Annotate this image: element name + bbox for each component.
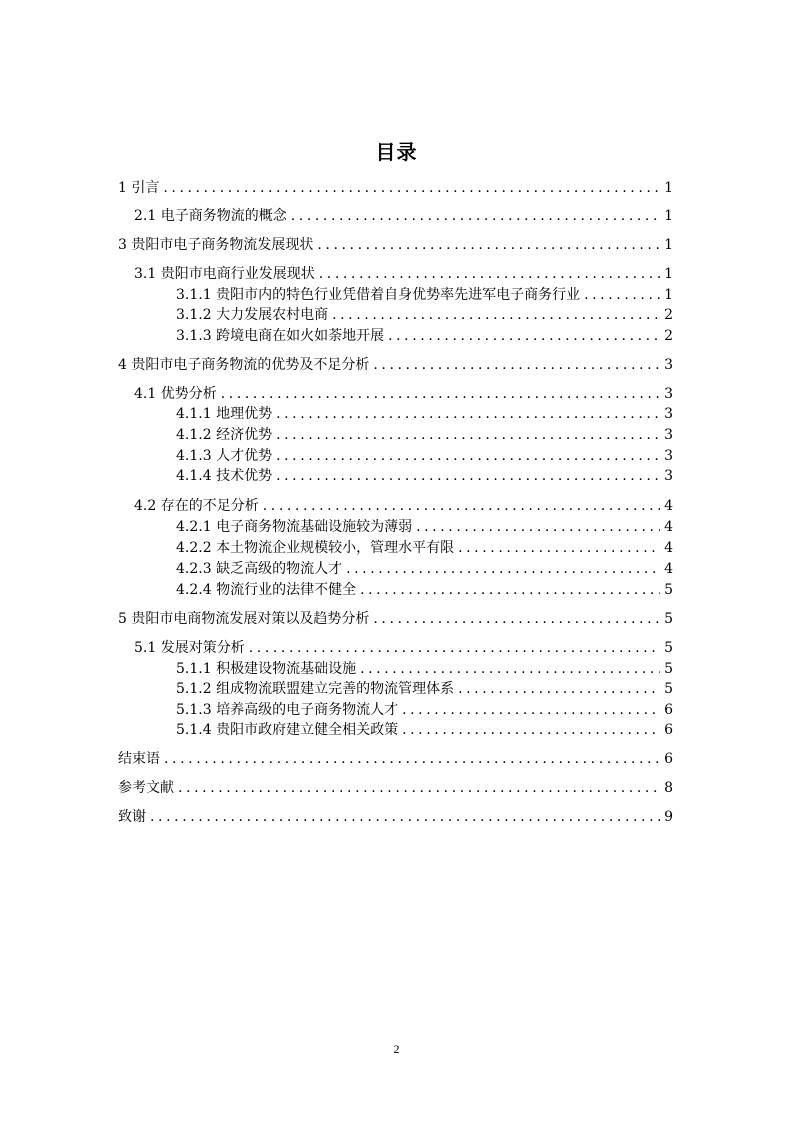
toc-entry[interactable]: [134, 206, 673, 226]
toc-leader-dots: [276, 466, 660, 486]
toc-entry-page: 5: [664, 681, 673, 697]
toc-entry[interactable]: [118, 609, 673, 629]
toc-entry[interactable]: [176, 559, 673, 579]
toc-entry-page: 6: [664, 751, 673, 767]
toc-leader-dots: [346, 559, 660, 579]
toc-entry-page: 4: [664, 498, 673, 514]
toc-entry-page: 6: [664, 702, 673, 718]
toc-entry-label: 3 贵阳市电子商务物流发展现状: [118, 237, 314, 253]
toc-leader-dots: [249, 638, 660, 658]
toc-leader-dots: [332, 305, 660, 325]
toc-entry-page: 5: [664, 661, 673, 677]
toc-entry[interactable]: [118, 355, 673, 375]
toc-entry-page: 8: [664, 780, 673, 796]
toc-leader-dots: [276, 404, 660, 424]
toc-entry-label: 参考文献: [118, 780, 174, 796]
toc-entry[interactable]: [176, 538, 673, 558]
toc-entry-label: 2.1 电子商务物流的概念: [134, 208, 287, 224]
toc-leader-dots: [373, 609, 660, 629]
toc-entry-page: 5: [664, 611, 673, 627]
toc-entry-label: 致谢: [118, 809, 146, 825]
toc-entry-page: 1: [664, 287, 673, 303]
toc-entry-page: 3: [664, 448, 673, 464]
toc-leader-dots: [416, 517, 660, 537]
toc-leader-dots: [402, 720, 660, 740]
toc-entry-label: 1 引言: [118, 180, 160, 196]
toc-entry-page: 1: [664, 180, 673, 196]
toc-entry-label: 5.1.3 培养高级的电子商务物流人才: [176, 702, 399, 718]
toc-leader-dots: [360, 659, 660, 679]
toc-entry[interactable]: [176, 404, 673, 424]
toc-entry-label: 4.2 存在的不足分析: [134, 498, 259, 514]
toc-entry-page: 3: [664, 406, 673, 422]
toc-leader-dots: [458, 679, 660, 699]
toc-entry-label: 4.1 优势分析: [134, 386, 217, 402]
toc-entry-page: 2: [664, 307, 673, 323]
toc-entry-page: 1: [664, 266, 673, 282]
toc-entry[interactable]: [118, 778, 673, 798]
toc-entry-label: 4.1.2 经济优势: [176, 427, 273, 443]
toc-entry[interactable]: [176, 285, 673, 305]
toc-entry[interactable]: [118, 749, 673, 769]
toc-leader-dots: [276, 425, 660, 445]
toc-entry[interactable]: [176, 517, 673, 537]
toc-entry-label: 4.2.3 缺乏高级的物流人才: [176, 561, 343, 577]
toc-entry[interactable]: [176, 446, 673, 466]
toc-entry-label: 3.1.3 跨境电商在如火如荼地开展: [176, 328, 385, 344]
toc-entry[interactable]: [134, 638, 673, 658]
toc-entry-label: 4.1.4 技术优势: [176, 468, 273, 484]
toc-entry-page: 1: [664, 208, 673, 224]
toc-entry-label: 5.1 发展对策分析: [134, 640, 245, 656]
toc-entry[interactable]: [134, 384, 673, 404]
toc-entry-label: 4 贵阳市电子商务物流的优势及不足分析: [118, 357, 370, 373]
toc-entry-label: 5.1.2 组成物流联盟建立完善的物流管理体系: [176, 681, 455, 697]
toc-entry[interactable]: [176, 425, 673, 445]
toc-leader-dots: [164, 749, 660, 769]
toc-leader-dots: [402, 700, 660, 720]
toc-entry-label: 结束语: [118, 751, 160, 767]
toc-entry[interactable]: [118, 235, 673, 255]
toc-leader-dots: [360, 580, 660, 600]
toc-entry-page: 3: [664, 357, 673, 373]
toc-entry[interactable]: [176, 700, 673, 720]
toc-entry-label: 3.1.2 大力发展农村电商: [176, 307, 329, 323]
toc-leader-dots: [221, 384, 660, 404]
toc-entry-page: 4: [664, 519, 673, 535]
toc-entry-page: 6: [664, 722, 673, 738]
toc-entry-page: 4: [664, 561, 673, 577]
toc-entry-label: 5.1.4 贵阳市政府建立健全相关政策: [176, 722, 399, 738]
toc-entry-label: 3.1.1 贵阳市内的特色行业凭借着自身优势率先进军电子商务行业: [176, 287, 581, 303]
toc-leader-dots: [388, 326, 660, 346]
toc-entry-page: 5: [664, 640, 673, 656]
toc-entry[interactable]: [176, 580, 673, 600]
toc-entry-page: 1: [664, 237, 673, 253]
toc-entry-label: 4.2.2 本土物流企业规模较小，管理水平有限: [176, 540, 455, 556]
toc-entry-page: 2: [664, 328, 673, 344]
toc-entry[interactable]: [134, 264, 673, 284]
toc-leader-dots: [276, 446, 660, 466]
page-number: 2: [393, 1042, 400, 1056]
toc-leader-dots: [373, 355, 660, 375]
toc-leader-dots: [263, 496, 660, 516]
toc-entry-page: 3: [664, 468, 673, 484]
toc-entry[interactable]: [176, 466, 673, 486]
toc-entry-page: 3: [664, 386, 673, 402]
toc-leader-dots: [458, 538, 660, 558]
toc-entry-page: 4: [664, 540, 673, 556]
toc-entry[interactable]: [176, 679, 673, 699]
toc-entry[interactable]: [176, 720, 673, 740]
toc-leader-dots: [163, 178, 660, 198]
toc-leader-dots: [150, 807, 660, 827]
toc-entry-page: 3: [664, 427, 673, 443]
toc-entry[interactable]: [176, 659, 673, 679]
toc-entry-label: 4.1.3 人才优势: [176, 448, 273, 464]
toc-entry[interactable]: [118, 807, 673, 827]
toc-entry-label: 5.1.1 积极建设物流基础设施: [176, 661, 357, 677]
toc-entry-label: 4.2.4 物流行业的法律不健全: [176, 582, 357, 598]
toc-title: 目录: [375, 140, 418, 164]
toc-entry[interactable]: [134, 496, 673, 516]
toc-entry[interactable]: [118, 178, 673, 198]
toc-entry-label: 4.2.1 电子商务物流基础设施较为薄弱: [176, 519, 413, 535]
toc-leader-dots: [178, 778, 660, 798]
toc-leader-dots: [317, 235, 660, 255]
toc-leader-dots: [319, 264, 660, 284]
toc-leader-dots: [584, 285, 660, 305]
toc-entry[interactable]: [176, 326, 673, 346]
toc-entry-label: 3.1 贵阳市电商行业发展现状: [134, 266, 315, 282]
toc-leader-dots: [291, 206, 660, 226]
toc-entry-page: 5: [664, 582, 673, 598]
toc-entry[interactable]: [176, 305, 673, 325]
toc-entry-label: 4.1.1 地理优势: [176, 406, 273, 422]
toc-entry-label: 5 贵阳市电商物流发展对策以及趋势分析: [118, 611, 370, 627]
toc-entry-page: 9: [664, 809, 673, 825]
